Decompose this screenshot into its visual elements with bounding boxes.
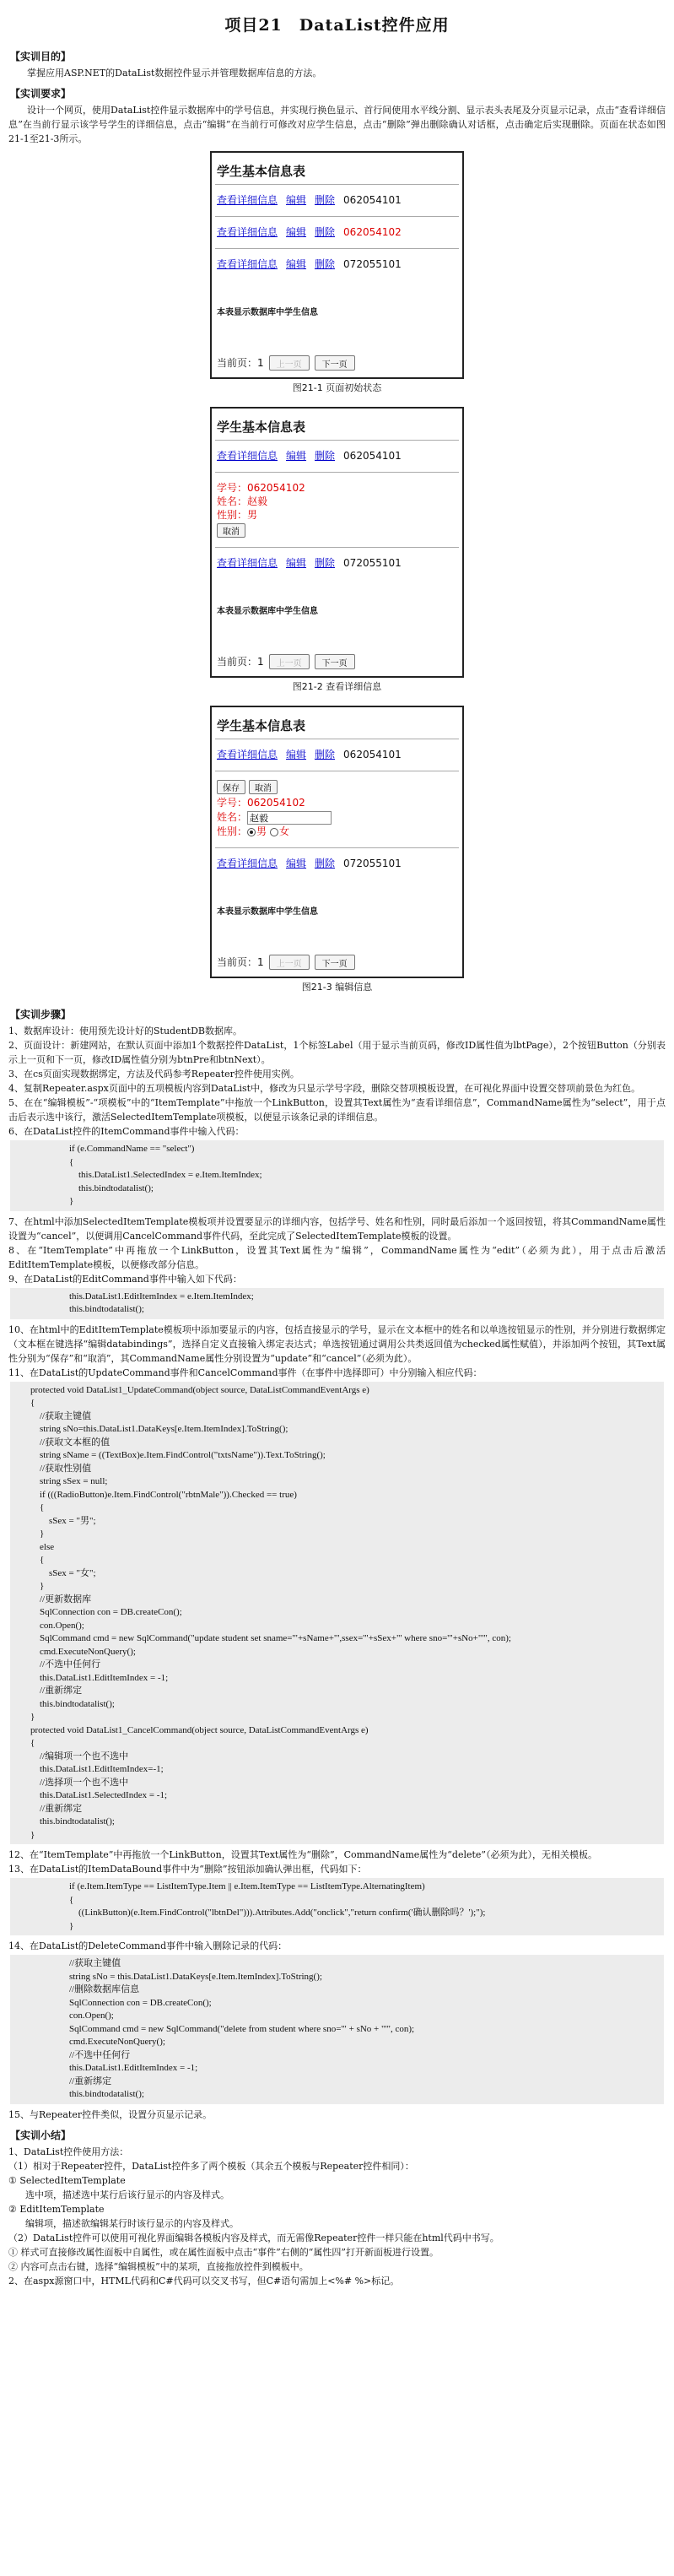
datalist-header: 学生基本信息表: [217, 419, 306, 435]
cancel-button[interactable]: 取消: [249, 780, 278, 794]
detail-sno: 学号：062054102: [217, 482, 305, 494]
delete-link[interactable]: 删除: [315, 858, 336, 869]
save-button[interactable]: 保存: [217, 780, 245, 794]
radio-unchecked-icon: [270, 828, 278, 836]
view-detail-link[interactable]: 查看详细信息: [217, 749, 278, 760]
step-14: 14、在DataList的DeleteCommand事件中输入删除记录的代码：: [8, 1940, 288, 1951]
edit-name-input[interactable]: [247, 811, 332, 825]
summary-line: ② EditItemTemplate: [8, 2203, 105, 2215]
step-7: 7、在html中添加SelectedItemTemplate模板项并设置要显示的详细内容，包括学号、姓名和性别，同时最后添加一个返回按钮，将其CommandName属性设置为“cancel”，以便调用CancelCommand事件代码，至此完成了SelectedItemTemplate模板的设置。: [8, 1215, 666, 1242]
view-detail-link[interactable]: 查看详细信息: [217, 858, 278, 869]
prev-page-button[interactable]: 上一页: [269, 355, 310, 371]
step-3: 3、在cs页面实现数据绑定，方法及代码参考Repeater控件使用实例。: [8, 1069, 299, 1080]
edit-sex-row: [215, 825, 459, 839]
step-10: 10、在html中的EditItemTemplate模板项中添加要显示的内容，包括直接显示的学号，显示在文本框中的姓名和以单选按钮显示的性别，并分别进行数据绑定（文本框在键选择“编辑databindings”，选择自定义直接输入绑定表达式；单选按钮通过调用公共类返回值为checked属性赋值），并添加两个按钮，其Text属性分别为“保存”和“取消”，其CommandName属性分别设置为“update”和“cancel”（必须为此）。: [8, 1323, 666, 1364]
step-9: 9、在DataList的EditCommand事件中输入如下代码：: [8, 1273, 242, 1285]
summary-line: 选中项，描述选中某行后该行显示的内容及样式。: [25, 2189, 229, 2200]
cancel-button[interactable]: 取消: [217, 523, 245, 538]
step-2: 2、页面设计：新建网站，在默认页面中添加1个数据控件DataList，1个标签Label（用于显示当前页码，修改ID属性值为lbtPage），2个按钮Button（分别表示上一页和下一页，修改ID属性值分别为btnPre和btnNext）。: [8, 1040, 666, 1065]
student-id: 072055101: [343, 258, 402, 270]
step-15: 15、与Repeater控件类似，设置分页显示记录。: [8, 2108, 213, 2120]
figure-caption: 图21-3 编辑信息: [301, 982, 373, 993]
figure-caption: 图21-2 查看详细信息: [292, 681, 382, 692]
next-page-button[interactable]: 下一页: [315, 955, 355, 970]
goal-text: 掌握应用ASP.NET的DataList数据控件显示并管理数据库信息的方法。: [27, 68, 322, 78]
datalist-footer: 本表显示数据库中学生信息: [217, 308, 318, 317]
prev-page-button[interactable]: 上一页: [269, 955, 310, 970]
student-id: 062054101: [343, 194, 402, 206]
prev-page-button[interactable]: 上一页: [269, 654, 310, 669]
view-detail-link[interactable]: 查看详细信息: [217, 226, 278, 238]
edit-link[interactable]: 编辑: [286, 450, 307, 462]
step-1: 1、数据库设计：使用预先设计好的StudentDB数据库。: [8, 1026, 242, 1036]
step-4: 4、复制Repeater.aspx页面中的五项模板内容到DataList中，修改为只显示学号字段，删除交替项模板设置，在可视化界面中设置交替项前景色为红色。: [8, 1083, 641, 1094]
edit-link[interactable]: 编辑: [286, 258, 307, 270]
student-id: 072055101: [343, 557, 402, 569]
datalist-footer: 本表显示数据库中学生信息: [217, 607, 318, 616]
divider: [215, 472, 459, 473]
list-item: [215, 449, 459, 463]
code-block-6: if (e.CommandName == "select") { this.DataList1.SelectedIndex = e.Item.ItemIndex; this.bindtodatalist(); }: [10, 1140, 664, 1211]
figure-21-1: [8, 146, 666, 402]
summary-line: （1）相对于Repeater控件，DataList控件多了两个模板（其余五个模板与Repeater控件相同）：: [8, 2160, 414, 2172]
divider: [215, 847, 459, 848]
edit-sex-label: 性别：: [217, 825, 248, 837]
requirements-text: 设计一个网页，使用DataList控件显示数据库中的学号信息，并实现行换色显示、首行间使用水平线分割、显示表头表尾及分页显示记录，点击“查看详细信息”在当前行显示该学号学生的详细信息，点击“编辑”在当前行可修改对应学生信息，点击“删除”弹出删除确认对话框，点击确定后实现删除。页面在状态如图21-1至21-3所示。: [8, 105, 666, 144]
edit-link[interactable]: 编辑: [286, 858, 307, 869]
section-steps-heading: 【实训步骤】: [10, 1009, 72, 1020]
selected-item-detail: [215, 481, 459, 522]
code-block-14: //获取主键值 string sNo = this.DataList1.DataKeys[e.Item.ItemIndex].ToString(); //删除数据库信息 SqlConnection con = DB.createCon(); con.Open(); SqlCommand cmd = new SqlCommand("delete from student where sno='" + sNo + "'", con); cmd.ExecuteNonQuery(); //不选中任何行 this.DataList1.EditItemIndex = -1; //重新绑定 this.bindtodatalist();: [10, 1955, 664, 2104]
divider: [215, 216, 459, 217]
edit-link[interactable]: 编辑: [286, 194, 307, 206]
step-5: 5、在在“编辑模板”-“项模板”中的“ItemTemplate”中拖放一个LinkButton，设置其Text属性为“查看详细信息”，CommandName属性为“select”，用于点击后表示选中该行，激活SelectedItemTemplate项模板，以便显示该条记录的详细信息。: [8, 1097, 666, 1123]
edit-link[interactable]: 编辑: [286, 226, 307, 238]
current-page-label: 当前页：1: [217, 655, 264, 668]
view-detail-link[interactable]: 查看详细信息: [217, 258, 278, 270]
step-8: 8、在“ItemTemplate”中再拖放一个LinkButton，设置其Text属性为“编辑”，CommandName属性为“edit”（必须为此），用于点击后激活EditItemTemplate模板，以便修改部分信息。: [8, 1244, 666, 1270]
datalist-initial: [210, 151, 464, 379]
current-page-label: 当前页：1: [217, 955, 264, 968]
figure-21-2: [8, 402, 666, 701]
edit-name-label: 姓名：: [217, 811, 248, 823]
code-block-13: if (e.Item.ItemType == ListItemType.Item || e.Item.ItemType == ListItemType.AlternatingItem) { ((LinkButton)(e.Item.FindControl("lbtnDel"))).Attributes.Add("onclick","return confirm('确认删除吗？');"); }: [10, 1878, 664, 1935]
edit-buttons: [215, 780, 459, 794]
view-detail-link[interactable]: 查看详细信息: [217, 194, 278, 206]
step-12: 12、在“ItemTemplate”中再拖放一个LinkButton，设置其Text属性为“删除”，CommandName属性为“delete”（必须为此），无相关模板。: [8, 1849, 598, 1860]
detail-name: 姓名：赵毅: [217, 495, 268, 507]
female-label: 女: [279, 825, 290, 837]
current-page-label: 当前页：1: [217, 356, 264, 369]
divider: [215, 547, 459, 548]
delete-link[interactable]: 删除: [315, 557, 336, 569]
figure-caption: 图21-1 页面初始状态: [292, 382, 382, 393]
delete-link[interactable]: 删除: [315, 194, 336, 206]
divider: [215, 184, 459, 185]
pager: [215, 955, 459, 973]
list-item: [215, 225, 459, 240]
list-item: [215, 193, 459, 208]
student-id: 062054101: [343, 450, 402, 462]
step-11: 11、在DataList的UpdateCommand事件和CancelCommand事件（在事件中选择即可）中分别输入相应代码：: [8, 1366, 483, 1378]
summary-line: ② 内容可点击右键，选择“编辑模板”中的某项，直接拖放控件到模板中。: [8, 2260, 309, 2272]
delete-link[interactable]: 删除: [315, 226, 336, 238]
radio-checked-icon: [247, 828, 256, 836]
view-detail-link[interactable]: 查看详细信息: [217, 557, 278, 569]
summary-line: ① SelectedItemTemplate: [8, 2174, 126, 2186]
student-id: 062054101: [343, 749, 402, 760]
edit-sno: 学号：062054102: [217, 797, 305, 809]
divider: [215, 248, 459, 249]
male-radio[interactable]: [247, 825, 267, 839]
pager: [215, 355, 459, 374]
next-page-button[interactable]: 下一页: [315, 355, 355, 371]
step-6: 6、在DataList控件的ItemCommand事件中输入代码：: [8, 1126, 245, 1137]
pager: [215, 654, 459, 673]
datalist-header: 学生基本信息表: [217, 164, 306, 179]
datalist-edit: [210, 706, 464, 978]
summary-line: 1、DataList控件使用方法：: [8, 2146, 129, 2157]
list-item: [215, 257, 459, 272]
edit-name-row: [215, 810, 459, 825]
document-title: 项目21 DataList控件应用: [224, 16, 450, 35]
list-item: [215, 857, 459, 871]
female-radio[interactable]: [270, 825, 289, 839]
edit-link[interactable]: 编辑: [286, 557, 307, 569]
datalist-detail: [210, 407, 464, 678]
datalist-header: 学生基本信息表: [217, 718, 306, 733]
code-block-9: this.DataList1.EditItemIndex = e.Item.ItemIndex; this.bindtodatalist();: [10, 1288, 664, 1319]
section-summary-heading: 【实训小结】: [10, 2129, 72, 2141]
step-13: 13、在DataList的ItemDataBound事件中为“删除”按钮添加确认弹出框，代码如下：: [8, 1864, 367, 1875]
delete-link[interactable]: 删除: [315, 749, 336, 760]
summary-line: 编辑项，描述欲编辑某行时该行显示的内容及样式。: [25, 2217, 239, 2229]
section-goal-heading: 【实训目的】: [10, 51, 72, 62]
list-item: [215, 556, 459, 571]
list-item: [215, 748, 459, 762]
summary-line: 2、在aspx源窗口中，HTML代码和C#代码可以交叉书写，但C#语句需加上<%# %>标记。: [8, 2275, 400, 2286]
next-page-button[interactable]: 下一页: [315, 654, 355, 669]
section-requirements-heading: 【实训要求】: [10, 88, 72, 100]
detail-sex: 性别：男: [217, 509, 258, 521]
delete-link[interactable]: 删除: [315, 450, 336, 462]
delete-link[interactable]: 删除: [315, 258, 336, 270]
male-label: 男: [256, 825, 267, 837]
student-id: 072055101: [343, 858, 402, 869]
view-detail-link[interactable]: 查看详细信息: [217, 450, 278, 462]
code-block-11: protected void DataList1_UpdateCommand(object source, DataListCommandEventArgs e) { //获取主键值 string sNo=this.DataList1.DataKeys[e.Item.ItemIndex].ToString(); //获取文本框的值 string sName = ((TextBox)e.Item.FindControl("txtsName")).Text.ToString(); //获取性别值 string sSex = null; if (((RadioButton)e.Item.FindControl("rbtnMale")).Checked == true) { sSex = "男"; } else { sSex = "女"; } //更新数据库 SqlConnection con = DB.createCon(); con.Open(); SqlCommand cmd = new SqlCommand("update student set sname='"+sName+"',ssex='"+sSex+"' where sno='"+sNo+"'", con); cmd.ExecuteNonQuery(); //不选中任何行 this.DataList1.EditItemIndex = -1; //重新绑定 this.bindtodatalist(); } protected void DataList1_CancelCommand(object source, DataListCommandEventArgs e) { //编辑项一个也不选中 this.DataList1.EditItemIndex=-1; //选择项一个也不选中 this.DataList1.SelectedIndex = -1; //重新绑定 this.bindtodatalist(); }: [10, 1382, 664, 1845]
datalist-footer: 本表显示数据库中学生信息: [217, 907, 318, 917]
student-id: 062054102: [343, 226, 402, 238]
summary-line: ① 样式可直接修改属性面板中自属性，或在属性面板中点击“事件”右侧的“属性四”打开新面板进行设置。: [8, 2246, 439, 2258]
figure-21-3: [8, 701, 666, 1001]
summary-line: （2）DataList控件可以使用可视化界面编辑各模板内容及样式，而无需像Repeater控件一样只能在html代码中书写。: [8, 2232, 499, 2243]
divider: [215, 440, 459, 441]
edit-link[interactable]: 编辑: [286, 749, 307, 760]
